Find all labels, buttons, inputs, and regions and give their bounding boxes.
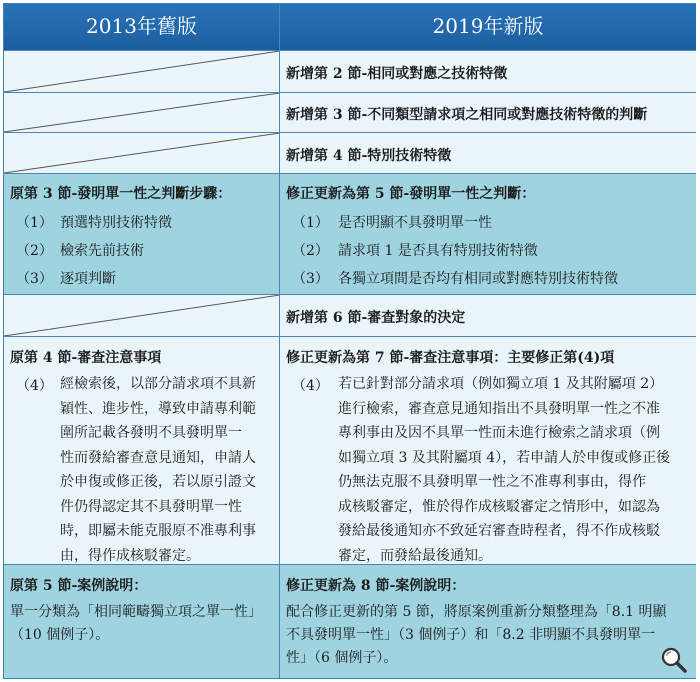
new-section-3-title: 新增第 3 節-不同類型請求項之相同或對應技術特徵的判斷 bbox=[286, 107, 648, 123]
empty-old-cell bbox=[4, 51, 280, 93]
paragraph-line: 進行檢索，審查意見通知指出不具發明單一性之不准 bbox=[338, 400, 660, 417]
paragraph-line: （10 個例子）。 bbox=[10, 627, 110, 643]
paragraph-line: 專利事由及因不具單一性而未進行檢索之請求項（例 bbox=[338, 425, 660, 441]
paragraph-line: 不具發明單一性」（3 個例子）和「8.2 非明顯不具發明單一 bbox=[286, 627, 656, 643]
diagonal-line-icon bbox=[4, 93, 280, 133]
empty-old-cell bbox=[4, 133, 280, 174]
diagonal-line-icon bbox=[4, 51, 280, 93]
paragraph-line: 如獨立項 3 及其附屬項 4），若申請人於申復或修正後 bbox=[338, 449, 671, 466]
empty-old-cell bbox=[4, 295, 280, 337]
empty-old-cell bbox=[4, 93, 280, 133]
paragraph-line: 成核駁審定，惟於得作成核駁審定之情形中，如認為 bbox=[338, 498, 660, 515]
paragraph-line: 由，得作成核駁審定。 bbox=[60, 547, 200, 564]
new-cases-paragraph bbox=[286, 601, 690, 670]
old-section-3-title: 原第 3 節-發明單一性之判斷步驟： bbox=[10, 186, 232, 202]
step-number: （3） bbox=[292, 271, 329, 287]
diagonal-line-icon bbox=[4, 295, 280, 337]
new-section-6-title: 新增第 6 節-審查對象的決定 bbox=[286, 310, 466, 326]
new-section-5-title: 修正更新為第 5 節-發明單一性之判斷： bbox=[286, 186, 536, 202]
new-section-2-title: 新增第 2 節-相同或對應之技術特徵 bbox=[286, 66, 508, 82]
new-section-5-cell bbox=[280, 174, 696, 295]
step-number: （2） bbox=[16, 243, 53, 259]
header-old-version bbox=[4, 4, 280, 51]
new-section-4-cell bbox=[280, 133, 696, 174]
paragraph-line: 穎性、進步性，導致申請專利範 bbox=[60, 400, 256, 417]
new-section-2-cell bbox=[280, 51, 696, 93]
paragraph-line: 仍無法克服不具發明單一性之不准專利事由，得作 bbox=[338, 474, 646, 490]
paragraph-line: 性」（6 個例子）。 bbox=[286, 650, 398, 666]
note-number: （4） bbox=[16, 378, 53, 394]
new-section-7-title: 修正更新為第 7 節-審查注意事項：主要修正第(4)項 bbox=[286, 350, 615, 366]
paragraph-line: 經檢索後，以部分請求項不具新 bbox=[60, 376, 256, 392]
header-new-label: 2019年新版 bbox=[432, 14, 544, 38]
old-section-5-title: 原第 5 節-案例說明： bbox=[10, 578, 148, 594]
paragraph-line: 件仍得認定其不具發明單一性 bbox=[60, 498, 242, 515]
step-number: （3） bbox=[16, 271, 53, 287]
paragraph-line: 於申復或修正後，若以原引證文 bbox=[60, 474, 256, 490]
paragraph-line: 審定，而發給最後通知。 bbox=[338, 547, 492, 564]
magnifier-icon[interactable] bbox=[660, 646, 688, 674]
old-section-4-cell bbox=[4, 337, 280, 565]
header-new-version bbox=[280, 4, 696, 51]
paragraph-line: 發給最後通知亦不致延宕審查時程者，得不作成核駁 bbox=[338, 523, 660, 539]
paragraph-line: 圍所記載各發明不具發明單一 bbox=[60, 425, 242, 441]
note-number: （4） bbox=[292, 378, 329, 394]
paragraph-line: 單一分類為「相同範疇獨立項之單一性」 bbox=[10, 604, 262, 620]
new-section-3-cell bbox=[280, 93, 696, 133]
new-section-8-cell bbox=[280, 565, 696, 678]
step-number: （2） bbox=[292, 243, 329, 259]
step-text: 逐項判斷 bbox=[60, 271, 116, 287]
new-section-8-title: 修正更新為 8 節-案例說明： bbox=[286, 578, 466, 594]
comparison-table bbox=[3, 3, 696, 679]
diagonal-line-icon bbox=[4, 133, 280, 174]
old-section-4-title: 原第 4 節-審查注意事項 bbox=[10, 350, 162, 366]
step-number: （1） bbox=[16, 215, 53, 231]
old-note-paragraph bbox=[60, 372, 274, 565]
new-section-6-cell bbox=[280, 295, 696, 337]
header-old-label: 2013年舊版 bbox=[86, 14, 197, 38]
new-note-paragraph bbox=[338, 372, 690, 565]
new-section-4-title: 新增第 4 節-特別技術特徵 bbox=[286, 148, 452, 164]
old-section-3-cell bbox=[4, 174, 280, 295]
new-section-7-cell bbox=[280, 337, 696, 565]
paragraph-line: 配合修正更新的第 5 節，將原案例重新分類整理為「8.1 明顯 bbox=[286, 604, 667, 620]
step-text: 檢索先前技術 bbox=[60, 243, 144, 259]
step-number: （1） bbox=[292, 215, 329, 231]
step-text: 各獨立項間是否均有相同或對應特別技術特徵 bbox=[338, 271, 618, 287]
paragraph-line: 若已針對部分請求項（例如獨立項 1 及其附屬項 2） bbox=[338, 376, 664, 392]
paragraph-line: 時，即屬未能克服原不准專利事 bbox=[60, 523, 256, 539]
step-text: 是否明顯不具發明單一性 bbox=[338, 215, 492, 231]
old-cases-paragraph bbox=[10, 601, 276, 647]
step-text: 預選特別技術特徵 bbox=[60, 215, 172, 231]
paragraph-line: 性而發給審查意見通知，申請人 bbox=[60, 449, 256, 466]
old-section-5-cell bbox=[4, 565, 280, 678]
step-text: 請求項 1 是否具有特別技術特徵 bbox=[338, 243, 538, 259]
